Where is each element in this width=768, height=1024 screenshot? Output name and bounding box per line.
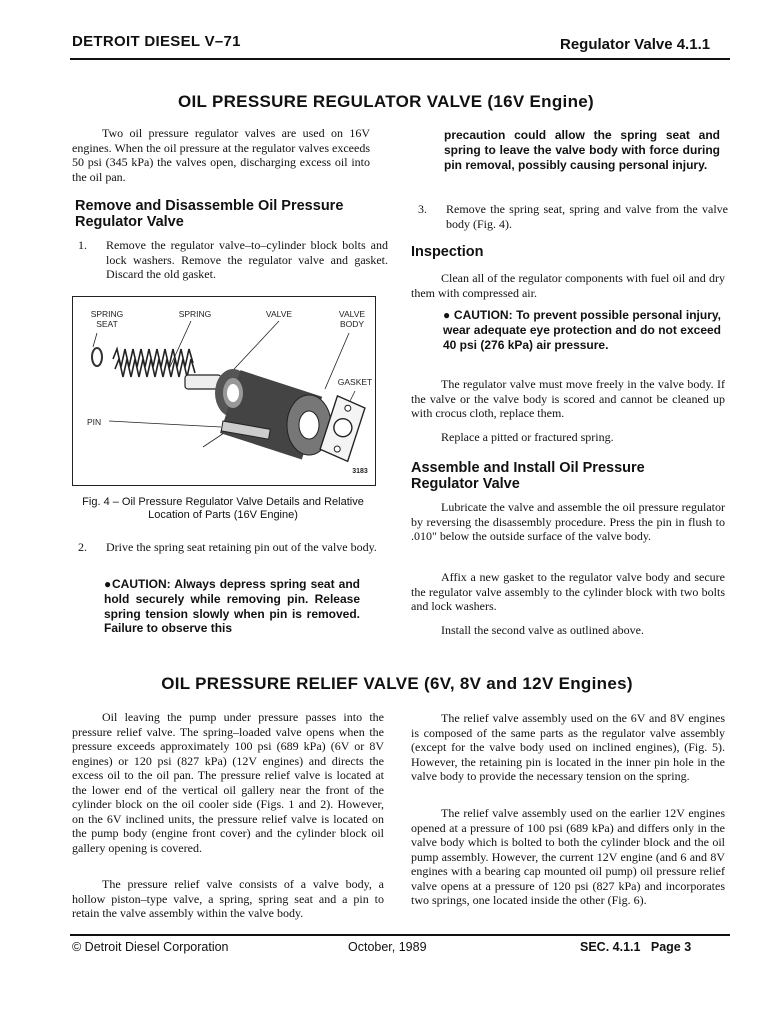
step-2-number: 2. xyxy=(78,540,87,554)
relief-valve-paragraph-1: Oil leaving the pump under pressure passes into the pressure relief valve. The spring–loaded valve opens when the pressure exceeds approximately 100 psi (689 kPa) (6V or 8V engines) or 120 psi (827 kPa) (12V engines) and directs the excess oil to the oil pan. The pressure relief valve is located at the lower end of the vertical oil gallery near the front of the cylinder block on the oil cooler side (Figs. 1 and 2). However, on the 6V inclined units, the pressure relief valve is located on the pump body (engine front cover) and the cylinder block oil gallery opening is covered. xyxy=(72,710,384,855)
assemble-paragraph-1: Lubricate the valve and assemble the oil pressure regulator by reversing the disassembly procedure. Press the pin in flush to .010" below the outside surface of the valve body. xyxy=(411,500,725,543)
regulator-valve-illustration xyxy=(73,297,375,485)
step-3-text: Remove the spring seat, spring and valve from the valve body (Fig. 4). xyxy=(446,202,728,231)
assemble-paragraph-2: Affix a new gasket to the regulator valve body and secure the regulator valve assembly to the cylinder block with two bolts and lock washers. xyxy=(411,570,725,613)
step-3-number: 3. xyxy=(418,202,427,216)
caution-eye-protection: ● CAUTION: To prevent possible personal injury, wear adequate eye protection and do not exceed 40 psi (276 kPa) air pressure. xyxy=(443,308,721,352)
section1-title: OIL PRESSURE REGULATOR VALVE (16V Engine) xyxy=(178,92,594,111)
remove-heading: Remove and Disassemble Oil Pressure Regulator Valve xyxy=(75,198,344,230)
header-rule xyxy=(70,58,730,60)
header-manual-title: DETROIT DIESEL V–71 xyxy=(72,33,241,50)
label-spring: SPRING xyxy=(178,309,212,319)
footer-copyright: © Detroit Diesel Corporation xyxy=(72,940,229,954)
inspection-spring-paragraph: Replace a pitted or fractured spring. xyxy=(441,430,614,444)
label-pin: PIN xyxy=(87,417,102,427)
footer-date: October, 1989 xyxy=(348,940,427,954)
figure-number: 3183 xyxy=(352,468,368,475)
label-spring-seat: SPRING SEAT xyxy=(90,309,124,329)
assemble-heading: Assemble and Install Oil Pressure Regulator Valve xyxy=(411,460,645,492)
caution-spring-seat-continued: precaution could allow the spring seat and spring to leave the valve body with force during pin removal, possibly causing personal injury. xyxy=(444,128,720,172)
figure-4 xyxy=(72,296,376,486)
relief-valve-paragraph-4: The relief valve assembly used on the earlier 12V engines opened at a pressure of 100 psi (689 kPa) and differs only in the valve body which is bolted to both the cylinder block and the oil pump assembly. However, the current 12V engine (and 6 and 8V engines with a bearing cap mounted oil pump) oil pressure relief valve opens at a pressure of 120 psi (827 kPa) and incorporates two springs, one located inside the other (Fig. 6). xyxy=(411,806,725,907)
step-1 xyxy=(78,238,388,282)
step-1-text: Remove the regulator valve–to–cylinder block bolts and lock washers. Remove the regulator valve and gasket. Discard the old gasket. xyxy=(106,238,388,281)
step-1-number: 1. xyxy=(78,238,87,252)
figure-4-caption: Fig. 4 – Oil Pressure Regulator Valve Details and Relative Location of Parts (16V Engine) xyxy=(82,496,364,521)
inspection-valve-paragraph: The regulator valve must move freely in the valve body. If the valve or the valve body is scored and cannot be cleaned up with crocus cloth, replace them. xyxy=(411,377,725,420)
assemble-paragraph-3: Install the second valve as outlined above. xyxy=(441,623,644,637)
section1-intro: Two oil pressure regulator valves are used on 16V engines. When the oil pressure at the regulator valves exceeds 50 psi (345 kPa) the valves open, discharging excess oil into the oil pan. xyxy=(72,126,370,184)
section2-title: OIL PRESSURE RELIEF VALVE (6V, 8V and 12V Engines) xyxy=(161,674,633,693)
relief-valve-paragraph-2: The pressure relief valve consists of a valve body, a hollow piston–type valve, a spring, spring seat and a pin to retain the valve assembly within the valve body. xyxy=(72,877,384,920)
footer-page: SEC. 4.1.1 Page 3 xyxy=(580,940,692,954)
caution-spring-seat: ●CAUTION: Always depress spring seat and hold securely while removing pin. Release spring tension slowly when pin is removed. Failure to observe this xyxy=(104,577,360,636)
step-2-text: Drive the spring seat retaining pin out of the valve body. xyxy=(106,540,377,554)
label-gasket: GASKET xyxy=(337,377,373,387)
label-valve: VALVE xyxy=(265,309,293,319)
relief-valve-paragraph-3: The relief valve assembly used on the 6V and 8V engines is composed of the same parts as the regulator valve assembly (except for the valve body used on inclined engines), (Fig. 5). However, the retaining pin is located in the inner pin hole in the valve body to provide the necessary tension on the spring. xyxy=(411,711,725,783)
header-section-title: Regulator Valve 4.1.1 xyxy=(560,36,711,53)
label-valve-body: VALVE BODY xyxy=(338,309,366,329)
step-2 xyxy=(78,540,388,555)
inspection-heading: Inspection xyxy=(411,244,484,260)
step-3 xyxy=(418,202,728,231)
footer-rule xyxy=(70,934,730,936)
inspection-clean-paragraph: Clean all of the regulator components with fuel oil and dry them with compressed air. xyxy=(411,271,725,300)
